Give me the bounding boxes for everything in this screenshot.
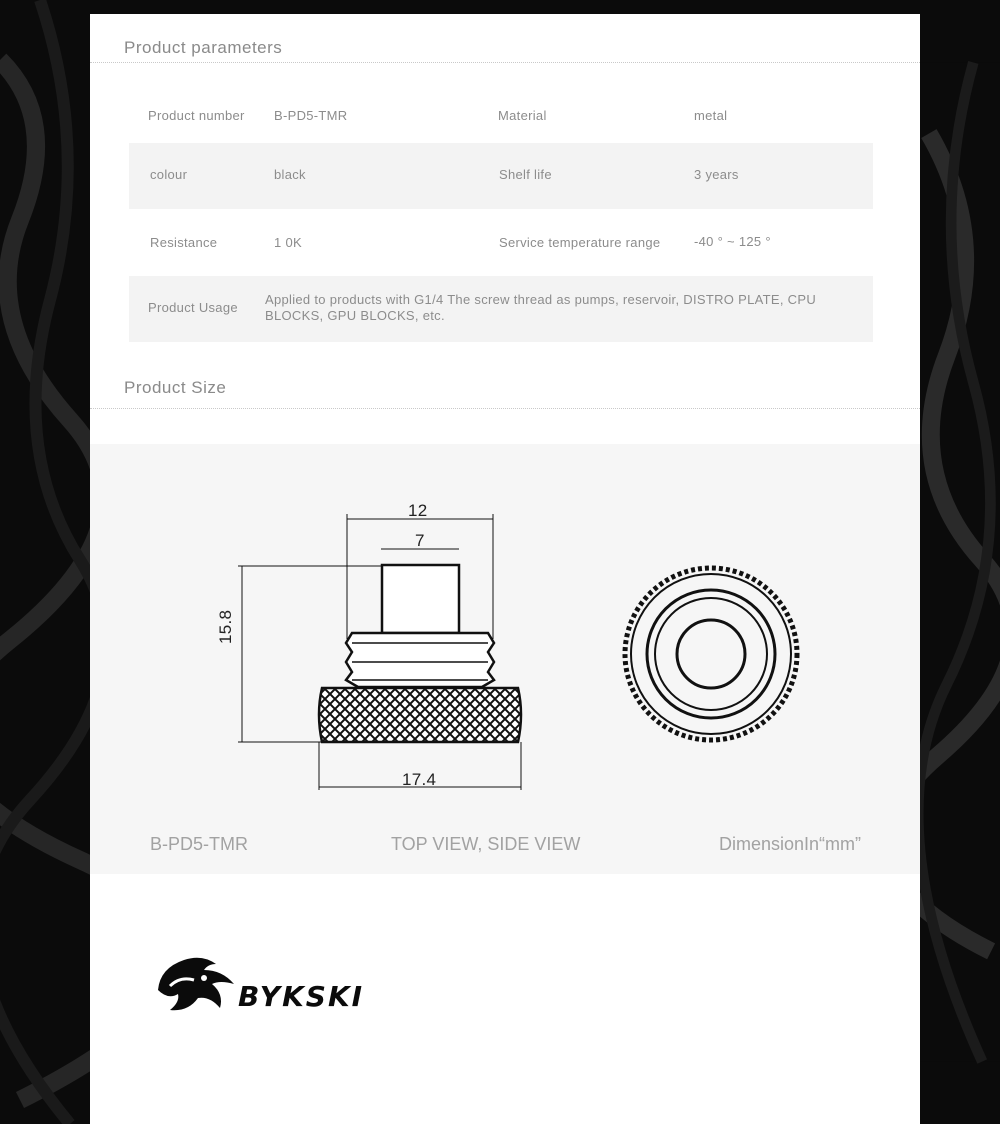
dimension-label: 12 xyxy=(408,501,428,520)
param-value: 3 years xyxy=(694,167,739,182)
param-value: 1 0K xyxy=(274,235,302,250)
params-section-title: Product parameters xyxy=(124,38,283,57)
param-key: Material xyxy=(498,108,547,123)
param-value: B-PD5-TMR xyxy=(274,108,348,123)
param-key: Product number xyxy=(148,108,245,123)
dragon-logo-icon xyxy=(150,950,240,1020)
param-value: -40 ° ~ 125 ° xyxy=(694,234,771,249)
top-bar xyxy=(90,0,920,14)
brand-logo-text: BYKSKI xyxy=(238,980,365,1013)
dimension-label: 17.4 xyxy=(402,770,437,789)
param-value: metal xyxy=(694,108,728,123)
param-row xyxy=(129,143,873,209)
left-background-texture xyxy=(0,0,90,1124)
product-page xyxy=(90,0,920,1124)
right-background-texture xyxy=(920,0,1000,1124)
size-section-title: Product Size xyxy=(124,378,227,397)
brand-logo xyxy=(150,950,390,1020)
dimension-label: 15.8 xyxy=(216,609,235,644)
caption-view: TOP VIEW, SIDE VIEW xyxy=(391,834,581,854)
param-row xyxy=(129,82,873,148)
param-value: black xyxy=(274,167,306,182)
dimension-label: 7 xyxy=(415,531,425,550)
top-view xyxy=(625,568,797,740)
technical-drawing-panel xyxy=(90,444,920,874)
param-key: Resistance xyxy=(150,235,218,250)
param-key: Product Usage xyxy=(148,300,238,315)
param-key: colour xyxy=(150,167,188,182)
param-row xyxy=(129,209,873,276)
param-row xyxy=(129,276,873,342)
caption-model: B-PD5-TMR xyxy=(150,834,248,854)
param-key: Service temperature range xyxy=(499,235,661,250)
caption-unit: DimensionIn“mm” xyxy=(719,834,862,854)
divider xyxy=(90,62,920,63)
param-value: Applied to products with G1/4 The screw thread as pumps, reservoir, DISTRO PLATE, CPU BLOCKS, GPU BLOCKS, etc. xyxy=(265,292,817,323)
param-key: Shelf life xyxy=(499,167,552,182)
divider xyxy=(90,408,920,409)
side-view xyxy=(238,514,521,790)
technical-drawing xyxy=(90,444,920,824)
